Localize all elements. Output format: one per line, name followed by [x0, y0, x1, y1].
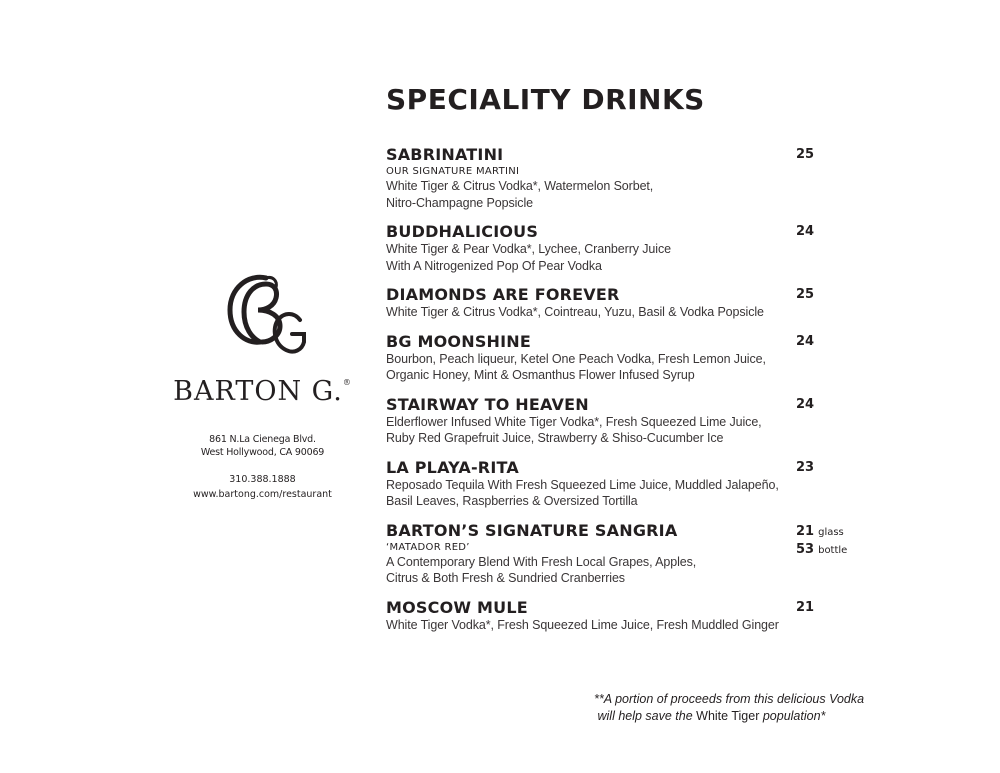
item-description-line: Nitro-Champagne Popsicle — [386, 195, 533, 210]
item-name: LA PLAYA-RITA — [386, 457, 519, 477]
item-name: BG MOONSHINE — [386, 331, 532, 351]
brand-name: BARTON G.® — [173, 376, 352, 407]
footnote — [594, 691, 864, 725]
item-description-line: White Tiger Vodka*, Fresh Squeezed Lime Juice, Fresh Muddled Ginger — [386, 617, 779, 632]
item-name: STAIRWAY TO HEAVEN — [386, 394, 589, 414]
price-unit: bottle — [818, 544, 848, 556]
item-price: 25 — [796, 287, 815, 302]
item-description-line: White Tiger & Citrus Vodka*, Cointreau, Yuzu, Basil & Vodka Popsicle — [386, 305, 764, 319]
item-subtitle: OUR SIGNATURE MARTINI — [386, 166, 520, 177]
price-unit: glass — [818, 526, 844, 538]
item-name: DIAMONDS ARE FOREVER — [386, 285, 620, 304]
menu-item — [386, 395, 856, 447]
menu-item — [386, 521, 856, 587]
item-description-line: Bourbon, Peach liqueur, Ketel One Peach Vodka, Fresh Lemon Juice, — [386, 351, 766, 366]
drinks-menu — [386, 145, 856, 644]
address-line-2: West Hollywood, CA 90069 — [200, 447, 325, 458]
item-description-line: A Contemporary Blend With Fresh Local Grapes, Apples, — [386, 554, 697, 569]
item-description-line: Citrus & Both Fresh & Sundried Cranberries — [386, 571, 625, 585]
item-price: 24 — [796, 396, 815, 412]
item-name: BUDDHALICIOUS — [386, 222, 539, 241]
item-name: MOSCOW MULE — [386, 597, 528, 617]
item-price: 24 — [796, 333, 815, 349]
item-description-line: Ruby Red Grapefruit Juice, Strawberry & Shiso-Cucumber Ice — [386, 431, 724, 445]
item-price — [796, 523, 847, 559]
item-price: 21 — [796, 599, 815, 615]
restaurant-info — [170, 270, 355, 501]
menu-item — [386, 285, 856, 321]
footnote-line-2: will help save the White Tiger population* — [597, 709, 826, 723]
page-title: SPECIALITY DRINKS — [386, 83, 705, 116]
item-price: 24 — [796, 224, 815, 239]
item-description-line: White Tiger & Pear Vodka*, Lychee, Cranberry Juice — [386, 242, 671, 256]
menu-item — [386, 145, 856, 211]
menu-item — [386, 332, 856, 384]
item-name: BARTON’S SIGNATURE SANGRIA — [386, 520, 678, 540]
menu-item — [386, 458, 856, 510]
item-name: SABRINATINI — [386, 145, 504, 164]
bg-monogram-icon — [208, 270, 318, 370]
item-description-line: Organic Honey, Mint & Osmanthus Flower Infused Syrup — [386, 368, 695, 382]
item-description-line: Basil Leaves, Raspberries & Oversized Tortilla — [386, 494, 638, 508]
item-price: 23 — [796, 459, 815, 475]
footnote-line-1: **A portion of proceeds from this delicious Vodka — [594, 692, 865, 706]
item-price: 25 — [796, 147, 815, 162]
address — [170, 433, 355, 459]
item-subtitle: ‘MATADOR RED’ — [386, 541, 470, 553]
address-line-1: 861 N.La Cienega Blvd. — [209, 434, 316, 445]
price-glass: 21 — [796, 523, 815, 539]
item-description-line: White Tiger & Citrus Vodka*, Watermelon Sorbet, — [386, 179, 654, 193]
menu-item — [386, 598, 856, 634]
item-description-line: With A Nitrogenized Pop Of Pear Vodka — [386, 258, 602, 273]
item-description-line: Elderflower Infused White Tiger Vodka*, Fresh Squeezed Lime Juice, — [386, 414, 762, 429]
price-bottle: 53 — [796, 541, 815, 557]
phone-number: 310.388.1888 — [229, 474, 296, 485]
menu-item — [386, 222, 856, 274]
item-description-line: Reposado Tequila With Fresh Squeezed Lime Juice, Muddled Jalapeño, — [386, 477, 779, 492]
website-link[interactable]: www.bartong.com/restaurant — [193, 489, 332, 500]
